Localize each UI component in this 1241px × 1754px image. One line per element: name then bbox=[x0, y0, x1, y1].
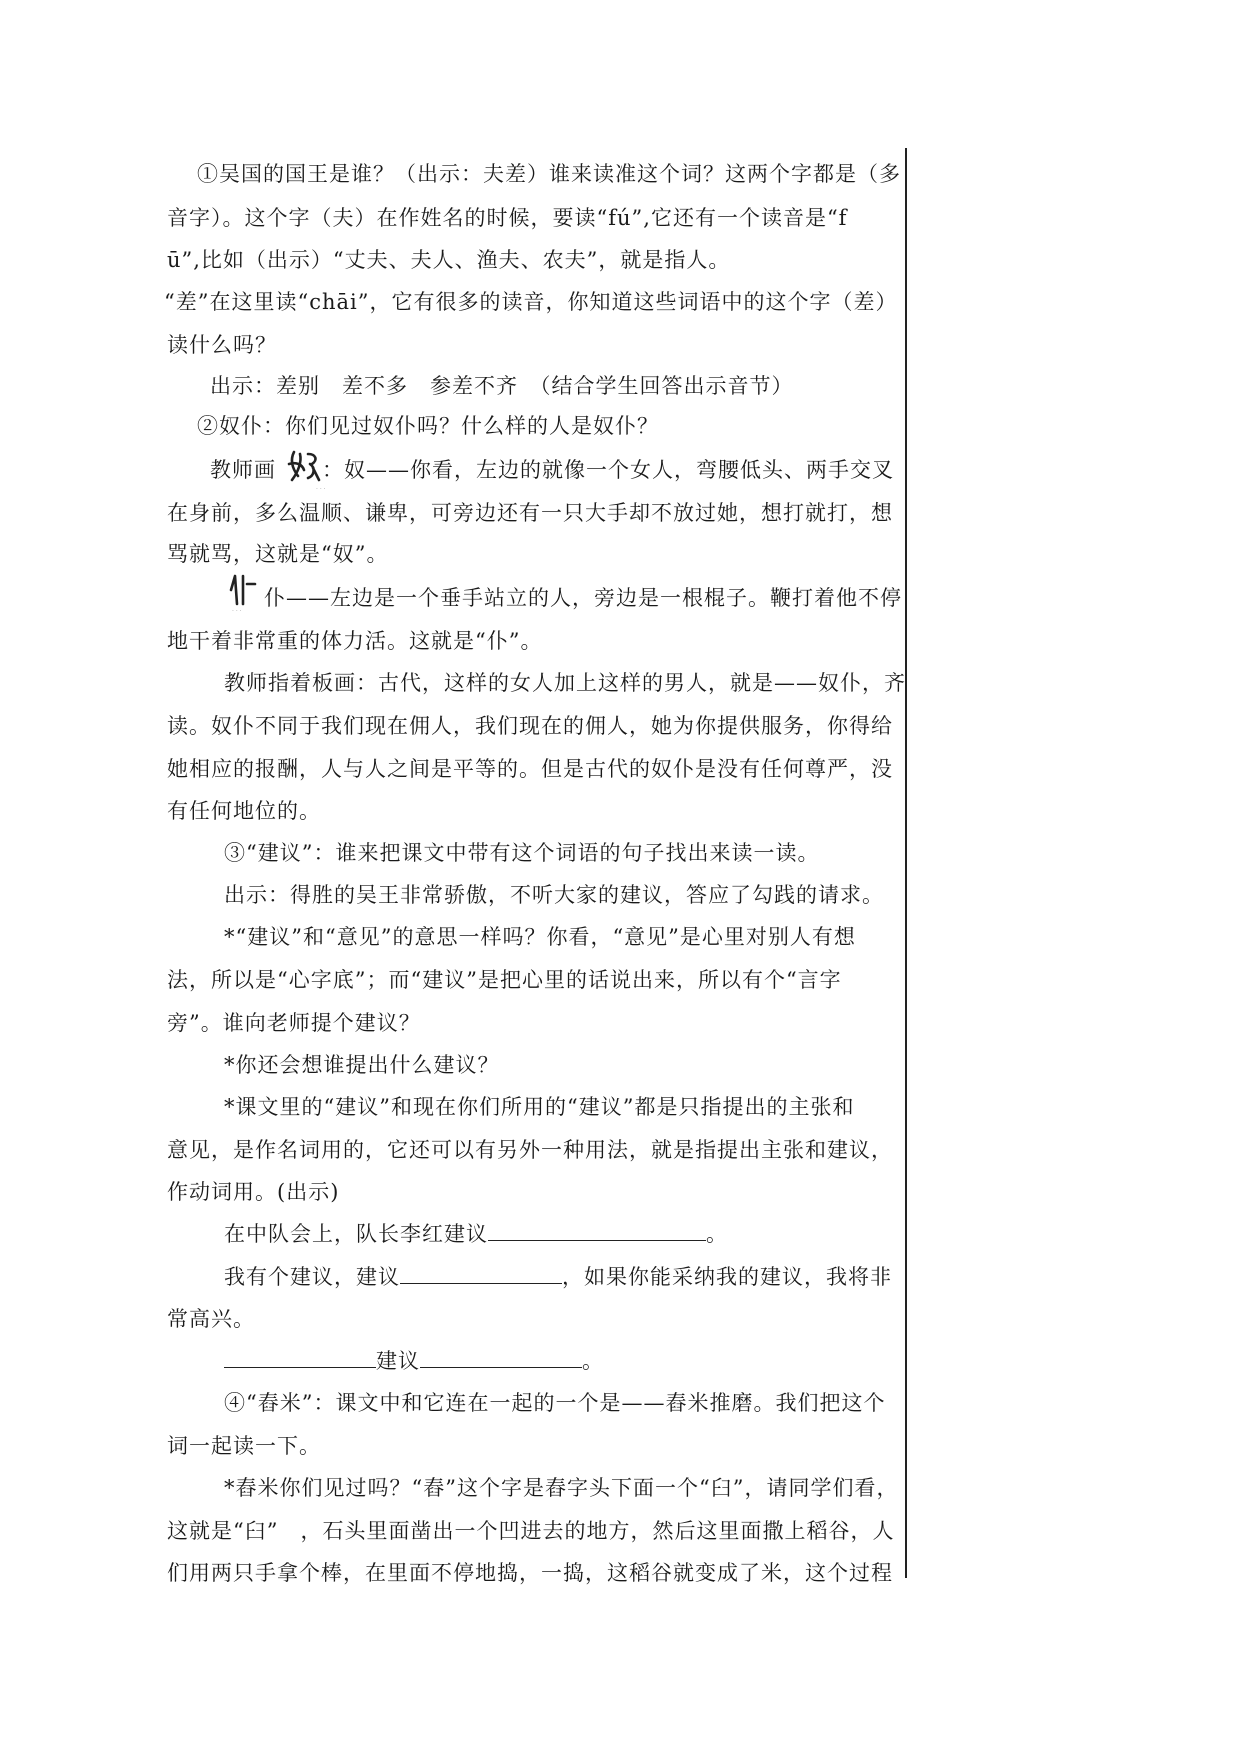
text-line: 在身前，多么温顺、谦卑，可旁边还有一只大手却不放过她，想打就打，想 bbox=[167, 501, 893, 525]
text-line: 她相应的报酬，人与人之间是平等的。但是古代的奴仆是没有任何尊严，没 bbox=[167, 757, 893, 781]
exercise-prompt: 在中队会上，队长李红建议 bbox=[224, 1222, 488, 1246]
text-line: 骂就骂，这就是“奴”。 bbox=[167, 542, 389, 566]
image-caption-mark: · · · bbox=[316, 486, 326, 493]
text-line: 意见，是作名词用的，它还可以有另外一种用法，就是指提出主张和建议， bbox=[167, 1138, 893, 1162]
exercise-word: 建议 bbox=[376, 1349, 420, 1373]
text-line: 法，所以是“心字底”；而“建议”是把心里的话说出来，所以有个“言字 bbox=[167, 968, 842, 992]
text-line: 这就是“臼” ，石头里面凿出一个凹进去的地方，然后这里面撒上稻谷，人 bbox=[167, 1519, 895, 1543]
text-line: 有任何地位的。 bbox=[167, 799, 321, 823]
text-line: “差”在这里读“chāi”，它有很多的读音，你知道这些词语中的这个字（差） bbox=[164, 290, 898, 314]
text-line bbox=[224, 1346, 604, 1376]
text-line: ③“建议”：谁来把课文中带有这个词语的句子找出来读一读。 bbox=[224, 841, 820, 865]
image-caption-mark: · · · bbox=[232, 608, 242, 615]
exercise-end: 。 bbox=[706, 1222, 728, 1246]
text-line: 常高兴。 bbox=[167, 1307, 255, 1331]
fill-blank bbox=[420, 1347, 582, 1368]
text-line: 教师指着板画：古代，这样的女人加上这样的男人，就是——奴仆，齐 bbox=[224, 671, 906, 695]
text-line: 教师画 bbox=[210, 458, 276, 482]
text-line: ①吴国的国王是谁？（出示：夫差）谁来读准这个词？这两个字都是（多 bbox=[197, 162, 901, 186]
fill-blank bbox=[400, 1263, 562, 1284]
text-line: 出示：得胜的吴王非常骄傲，不听大家的建议，答应了勾践的请求。 bbox=[224, 883, 884, 907]
text-line: 们用两只手拿个棒，在里面不停地捣，一捣，这稻谷就变成了米，这个过程 bbox=[167, 1561, 893, 1585]
text-line: 读什么吗？ bbox=[167, 333, 277, 357]
text-line: 读。奴仆不同于我们现在佣人，我们现在的佣人，她为你提供服务，你得给 bbox=[167, 714, 893, 738]
fill-blank bbox=[488, 1220, 706, 1241]
text-line: ②奴仆：你们见过奴仆吗？什么样的人是奴仆？ bbox=[197, 414, 659, 438]
fill-blank bbox=[224, 1347, 376, 1368]
text-line bbox=[224, 1262, 892, 1292]
text-line: 地干着非常重的体力活。这就是“仆”。 bbox=[167, 629, 543, 653]
text-line: 旁”。谁向老师提个建议？ bbox=[167, 1011, 421, 1035]
text-line: *你还会想谁提出什么建议？ bbox=[224, 1053, 500, 1077]
text-line: 作动词用。(出示) bbox=[167, 1180, 340, 1204]
text-line: 仆——左边是一个垂手站立的人，旁边是一根棍子。鞭打着他不停 bbox=[264, 586, 902, 610]
table-border-right bbox=[905, 148, 907, 1578]
text-line bbox=[224, 1219, 728, 1249]
exercise-continuation: ，如果你能采纳我的建议，我将非 bbox=[562, 1265, 892, 1289]
text-line: *课文里的“建议”和现在你们所用的“建议”都是只指提出的主张和 bbox=[224, 1095, 855, 1119]
text-line: 出示：差别 差不多 参差不齐 （结合学生回答出示音节） bbox=[210, 374, 794, 398]
text-line: ④“舂米”：课文中和它连在一起的一个是——舂米推磨。我们把这个 bbox=[224, 1391, 886, 1415]
exercise-end: 。 bbox=[582, 1349, 604, 1373]
text-line: *“建议”和“意见”的意思一样吗？你看，“意见”是心里对别人有想 bbox=[224, 925, 856, 949]
ancient-nu-character-icon bbox=[286, 446, 322, 486]
ancient-pu-character-icon bbox=[227, 572, 259, 608]
text-line: ū”,比如（出示）“丈夫、夫人、渔夫、农夫”，就是指人。 bbox=[167, 248, 731, 272]
exercise-prompt: 我有个建议，建议 bbox=[224, 1265, 400, 1289]
text-line: *舂米你们见过吗？“舂”这个字是舂字头下面一个“臼”，请同学们看， bbox=[224, 1476, 899, 1500]
text-line: 词一起读一下。 bbox=[167, 1434, 321, 1458]
text-line: 音字）。这个字（夫）在作姓名的时候，要读“fú”,它还有一个读音是“f bbox=[167, 206, 848, 230]
text-line: ：奴——你看，左边的就像一个女人，弯腰低头、两手交叉 bbox=[322, 458, 894, 482]
